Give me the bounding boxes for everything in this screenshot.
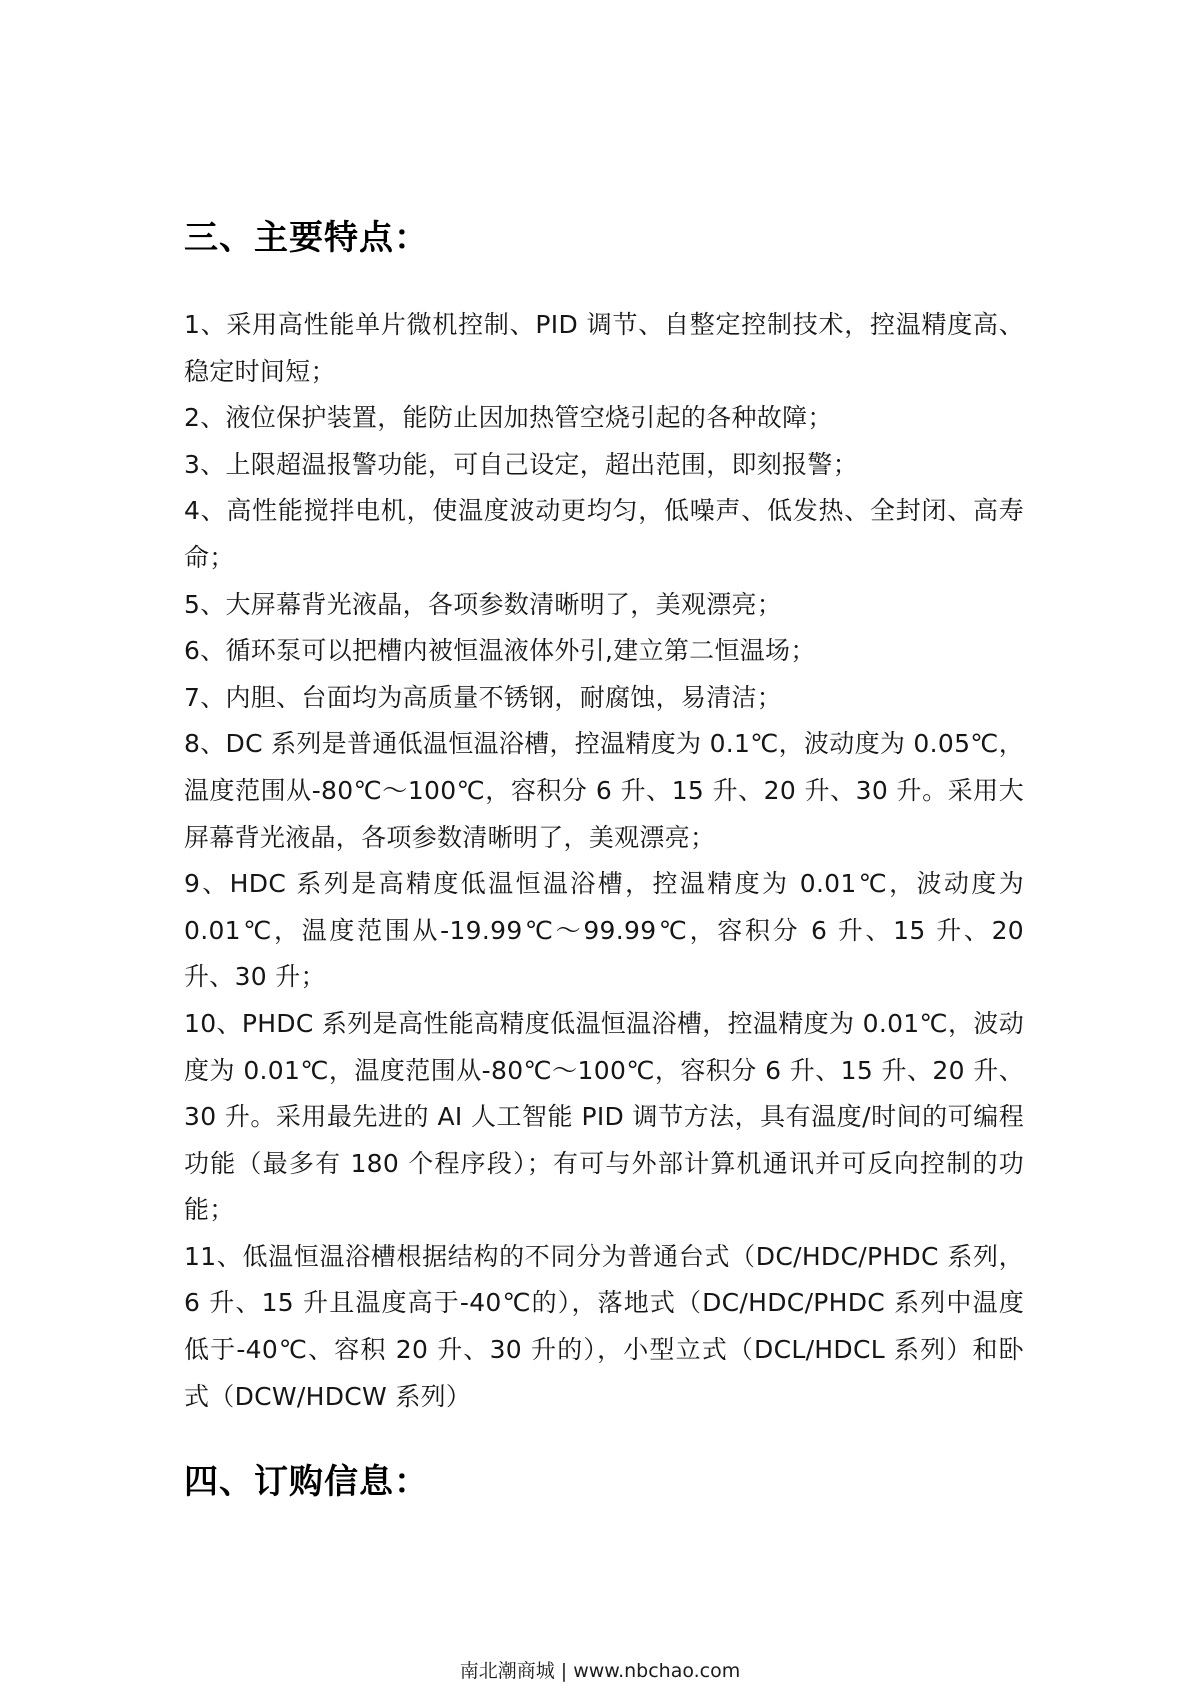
- feature-item-10: 10、PHDC 系列是高性能高精度低温恒温浴槽，控温精度为 0.01℃，波动度为 0.01℃，温度范围从-80℃～100℃，容积分 6 升、15 升、20 升、30 升。采用最先进的 AI 人工智能 PID 调节方法，具有温度/时间的可编程功能（最多有 180 个程序段）；有可与外部计算机通讯并可反向控制的功能；: [184, 1008, 1024, 1225]
- page-footer: 南北潮商城 | www.nbchao.com: [459, 1660, 741, 1682]
- section-heading-ordering-info: 四、订购信息：: [184, 1462, 429, 1502]
- feature-item-7: 7、内胆、台面均为高质量不锈钢，耐腐蚀，易清洁；: [184, 682, 783, 712]
- feature-item-6: 6、循环泵可以把槽内被恒温液体外引,建立第二恒温场；: [184, 636, 816, 666]
- feature-item-4: 4、高性能搅拌电机，使温度波动更均匀，低噪声、低发热、全封闭、高寿命；: [184, 496, 1024, 572]
- section-heading-main-features: 三、主要特点：: [184, 218, 429, 258]
- feature-item-8: 8、DC 系列是普通低温恒温浴槽，控温精度为 0.1℃，波动度为 0.05℃，温度范围从-80℃～100℃，容积分 6 升、15 升、20 升、30 升。采用大屏幕背光液晶，各项参数清晰明了，美观漂亮；: [184, 729, 1024, 852]
- feature-item-9: 9、HDC 系列是高精度低温恒温浴槽，控温精度为 0.01℃，波动度为 0.01℃，温度范围从-19.99℃～99.99℃，容积分 6 升、15 升、20 升、30 升；: [184, 869, 1024, 992]
- feature-item-3: 3、上限超温报警功能，可自己设定，超出范围，即刻报警；: [184, 449, 859, 479]
- feature-item-11: 11、低温恒温浴槽根据结构的不同分为普通台式（DC/HDC/PHDC 系列，6 升、15 升且温度高于-40℃的），落地式（DC/HDC/PHDC 系列中温度低于-40℃、容积 20 升、30 升的），小型立式（DCL/HDCL 系列）和卧式（DCW/HDCW 系列）: [184, 1241, 1024, 1411]
- feature-list: [184, 302, 1024, 1420]
- feature-item-1: 1、采用高性能单片微机控制、PID 调节、自整定控制技术，控温精度高、稳定时间短；: [184, 310, 1024, 386]
- feature-item-5: 5、大屏幕背光液晶，各项参数清晰明了，美观漂亮；: [184, 589, 783, 619]
- feature-item-2: 2、液位保护装置，能防止因加热管空烧引起的各种故障；: [184, 403, 833, 433]
